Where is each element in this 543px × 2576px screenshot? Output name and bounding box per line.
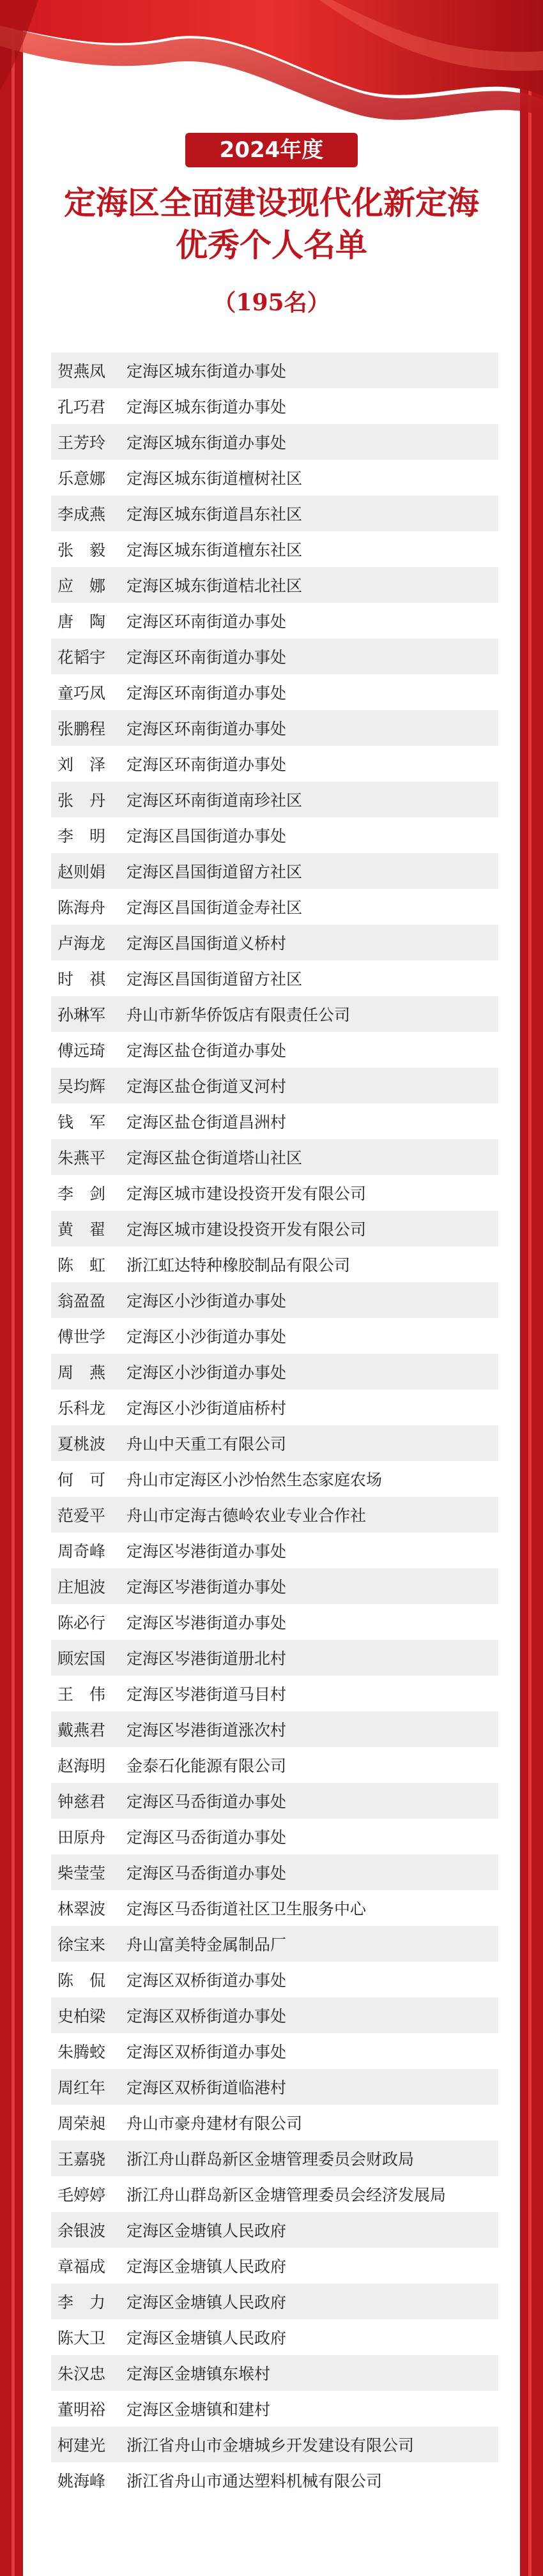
person-name: 董明裕 [57,2400,106,2419]
person-name: 陈 侃 [57,1971,106,1990]
list-item [51,2140,498,2176]
person-name: 时 祺 [57,970,106,989]
list-item [51,1390,498,1425]
person-organization: 定海区金塘镇人民政府 [126,2329,287,2347]
person-organization: 定海区马岙街道办事处 [126,1792,287,1811]
list-item [51,1962,498,1997]
person-name: 傅远琦 [57,1042,106,1060]
page-title-line2: 优秀个人名单 [176,226,367,264]
list-item [51,674,498,710]
person-name: 林翠波 [57,1900,106,1918]
honoree-list [51,352,498,2498]
list-item [51,1747,498,1783]
list-item [51,1354,498,1390]
person-name: 傅世学 [57,1328,106,1346]
person-organization: 定海区岑港街道册北村 [126,1649,287,1668]
person-name: 乐科龙 [57,1399,106,1418]
list-item [51,1103,498,1139]
person-organization: 定海区双桥街道办事处 [126,2007,287,2026]
year-badge: 2024年度 [185,133,358,167]
person-organization: 定海区金塘镇和建村 [126,2400,271,2419]
list-item [51,2248,498,2284]
person-name: 朱汉忠 [57,2365,106,2383]
list-item [51,2176,498,2212]
person-name: 姚海峰 [57,2472,106,2490]
person-name: 李 剑 [57,1185,106,1203]
list-item [51,1533,498,1568]
person-organization: 舟山市豪舟建材有限公司 [126,2114,303,2133]
person-organization: 舟山富美特金属制品厂 [126,1936,287,1954]
list-item [51,1032,498,1068]
person-name: 王 伟 [57,1685,106,1704]
list-item [51,1997,498,2033]
person-organization: 定海区环南街道办事处 [126,755,287,774]
list-item [51,1497,498,1533]
person-name: 李 力 [57,2293,106,2312]
person-name: 徐宝来 [57,1936,106,1954]
person-name: 刘 泽 [57,755,106,774]
person-name: 毛婷婷 [57,2186,106,2204]
person-name: 唐 陶 [57,612,106,631]
person-organization: 定海区城市建设投资开发有限公司 [126,1185,367,1203]
person-organization: 定海区城东街道昌东社区 [126,505,303,524]
person-name: 孔巧君 [57,398,106,416]
person-organization: 定海区昌国街道义桥村 [126,934,287,953]
list-item [51,1425,498,1461]
person-organization: 定海区双桥街道办事处 [126,1971,287,1990]
person-name: 乐意娜 [57,469,106,488]
person-name: 陈大卫 [57,2329,106,2347]
list-item [51,424,498,460]
person-name: 柴莹莹 [57,1864,106,1883]
list-item [51,1318,498,1354]
person-organization: 定海区城东街道办事处 [126,362,287,381]
list-item [51,1604,498,1640]
person-organization: 定海区金塘镇人民政府 [126,2293,287,2312]
person-organization: 定海区盐仓街道昌洲村 [126,1113,287,1132]
person-organization: 定海区环南街道办事处 [126,648,287,667]
list-item [51,639,498,674]
person-name: 李成燕 [57,505,106,524]
person-name: 范爱平 [57,1506,106,1525]
list-item [51,1282,498,1318]
person-name: 赵则娟 [57,863,106,881]
person-name: 顾宏国 [57,1649,106,1668]
person-organization: 定海区小沙街道办事处 [126,1292,287,1310]
person-name: 王嘉骁 [57,2150,106,2169]
person-organization: 定海区环南街道办事处 [126,612,287,631]
person-name: 周奇峰 [57,1542,106,1561]
list-item [51,2212,498,2248]
ribbon-decoration [0,0,543,147]
list-item [51,603,498,639]
person-organization: 定海区马岙街道办事处 [126,1828,287,1847]
person-organization: 定海区城东街道檀东社区 [126,541,303,559]
person-name: 何 可 [57,1471,106,1489]
person-name: 钟慈君 [57,1792,106,1811]
list-item [51,2391,498,2427]
person-name: 童巧凤 [57,684,106,702]
person-organization: 定海区昌国街道留方社区 [126,863,303,881]
person-organization: 定海区马岙街道社区卫生服务中心 [126,1900,367,1918]
person-organization: 浙江舟山群岛新区金塘管理委员会财政局 [126,2150,415,2169]
person-name: 余银波 [57,2222,106,2240]
list-item [51,1461,498,1497]
list-item [51,1819,498,1854]
person-organization: 定海区金塘镇人民政府 [126,2222,287,2240]
person-organization: 舟山市定海区小沙怡然生态家庭农场 [126,1471,383,1489]
person-organization: 定海区金塘镇人民政府 [126,2257,287,2276]
person-organization: 定海区小沙街道庙桥村 [126,1399,287,1418]
person-name: 周红年 [57,2079,106,2097]
list-item [51,2069,498,2105]
list-item [51,2462,498,2498]
list-item [51,960,498,996]
person-name: 王芳玲 [57,434,106,452]
person-name: 周荣昶 [57,2114,106,2133]
person-organization: 定海区城东街道桔北社区 [126,577,303,595]
list-item [51,1711,498,1747]
list-item [51,1175,498,1211]
person-name: 黄 翟 [57,1220,106,1239]
person-name: 周 燕 [57,1363,106,1382]
list-item [51,2355,498,2391]
person-organization: 定海区城东街道檀树社区 [126,469,303,488]
person-organization: 金泰石化能源有限公司 [126,1757,287,1775]
person-organization: 定海区岑港街道马目村 [126,1685,287,1704]
list-item [51,1854,498,1890]
list-item [51,1139,498,1175]
list-item [51,889,498,925]
person-name: 陈必行 [57,1614,106,1632]
person-name: 吴均辉 [57,1077,106,1096]
list-item [51,1211,498,1246]
person-name: 应 娜 [57,577,106,595]
list-item [51,531,498,567]
list-item [51,1568,498,1604]
person-organization: 定海区双桥街道临港村 [126,2079,287,2097]
person-organization: 定海区盐仓街道叉河村 [126,1077,287,1096]
person-organization: 定海区盐仓街道办事处 [126,1042,287,1060]
person-organization: 定海区小沙街道办事处 [126,1363,287,1382]
person-organization: 定海区环南街道办事处 [126,720,287,738]
person-organization: 舟山中天重工有限公司 [126,1435,287,1453]
list-item [51,996,498,1032]
list-item [51,2033,498,2069]
person-name: 庄旭波 [57,1578,106,1596]
list-item [51,817,498,853]
person-organization: 舟山市定海古德岭农业专业合作社 [126,1506,367,1525]
list-item [51,1926,498,1962]
list-item [51,1676,498,1711]
person-name: 花韬宇 [57,648,106,667]
person-name: 陈 虹 [57,1256,106,1275]
person-organization: 定海区环南街道办事处 [126,684,287,702]
person-organization: 定海区城东街道办事处 [126,398,287,416]
person-name: 赵海明 [57,1757,106,1775]
person-count: （195名） [213,289,330,316]
person-organization: 定海区城东街道办事处 [126,434,287,452]
list-item [51,1068,498,1103]
list-item [51,496,498,531]
person-organization: 浙江舟山群岛新区金塘管理委员会经济发展局 [126,2186,447,2204]
person-organization: 定海区岑港街道涨次村 [126,1721,287,1739]
person-name: 章福成 [57,2257,106,2276]
person-name: 贺燕凤 [57,362,106,381]
list-item [51,1640,498,1676]
list-item [51,746,498,782]
list-item [51,388,498,424]
person-name: 戴燕君 [57,1721,106,1739]
person-organization: 定海区昌国街道留方社区 [126,970,303,989]
list-item [51,710,498,746]
person-name: 卢海龙 [57,934,106,953]
person-name: 翁盈盈 [57,1292,106,1310]
list-item [51,2319,498,2355]
list-item [51,1890,498,1926]
list-item [51,2427,498,2462]
list-item [51,925,498,960]
person-organization: 定海区昌国街道金寿社区 [126,898,303,917]
person-organization: 定海区小沙街道办事处 [126,1328,287,1346]
person-organization: 定海区环南街道南珍社区 [126,791,303,810]
person-name: 张 毅 [57,541,106,559]
list-item [51,853,498,889]
person-name: 史柏梁 [57,2007,106,2026]
list-item [51,2105,498,2140]
person-organization: 定海区岑港街道办事处 [126,1614,287,1632]
person-name: 张 丹 [57,791,106,810]
list-item [51,567,498,603]
person-organization: 浙江省舟山市通达塑料机械有限公司 [126,2472,383,2490]
person-name: 夏桃波 [57,1435,106,1453]
person-organization: 定海区岑港街道办事处 [126,1578,287,1596]
person-organization: 浙江省舟山市金塘城乡开发建设有限公司 [126,2436,415,2455]
person-organization: 定海区金塘镇东堠村 [126,2365,271,2383]
person-organization: 定海区马岙街道办事处 [126,1864,287,1883]
list-item [51,1246,498,1282]
person-name: 田原舟 [57,1828,106,1847]
person-name: 孙琳军 [57,1006,106,1024]
person-organization: 定海区双桥街道办事处 [126,2043,287,2061]
list-item [51,352,498,388]
person-organization: 定海区昌国街道办事处 [126,827,287,845]
page-title-line1: 定海区全面建设现代化新定海 [64,184,479,222]
list-item [51,2284,498,2319]
list-item [51,1783,498,1819]
person-organization: 定海区城市建设投资开发有限公司 [126,1220,367,1239]
person-name: 李 明 [57,827,106,845]
person-organization: 舟山市新华侨饭店有限责任公司 [126,1006,351,1024]
person-organization: 定海区岑港街道办事处 [126,1542,287,1561]
person-name: 朱腾蛟 [57,2043,106,2061]
person-name: 钱 军 [57,1113,106,1132]
list-item [51,460,498,496]
person-organization: 浙江虹达特种橡胶制品有限公司 [126,1256,351,1275]
person-name: 柯建光 [57,2436,106,2455]
list-item [51,782,498,817]
person-organization: 定海区盐仓街道塔山社区 [126,1149,303,1167]
person-name: 陈海舟 [57,898,106,917]
person-name: 朱燕平 [57,1149,106,1167]
person-name: 张鹏程 [57,720,106,738]
